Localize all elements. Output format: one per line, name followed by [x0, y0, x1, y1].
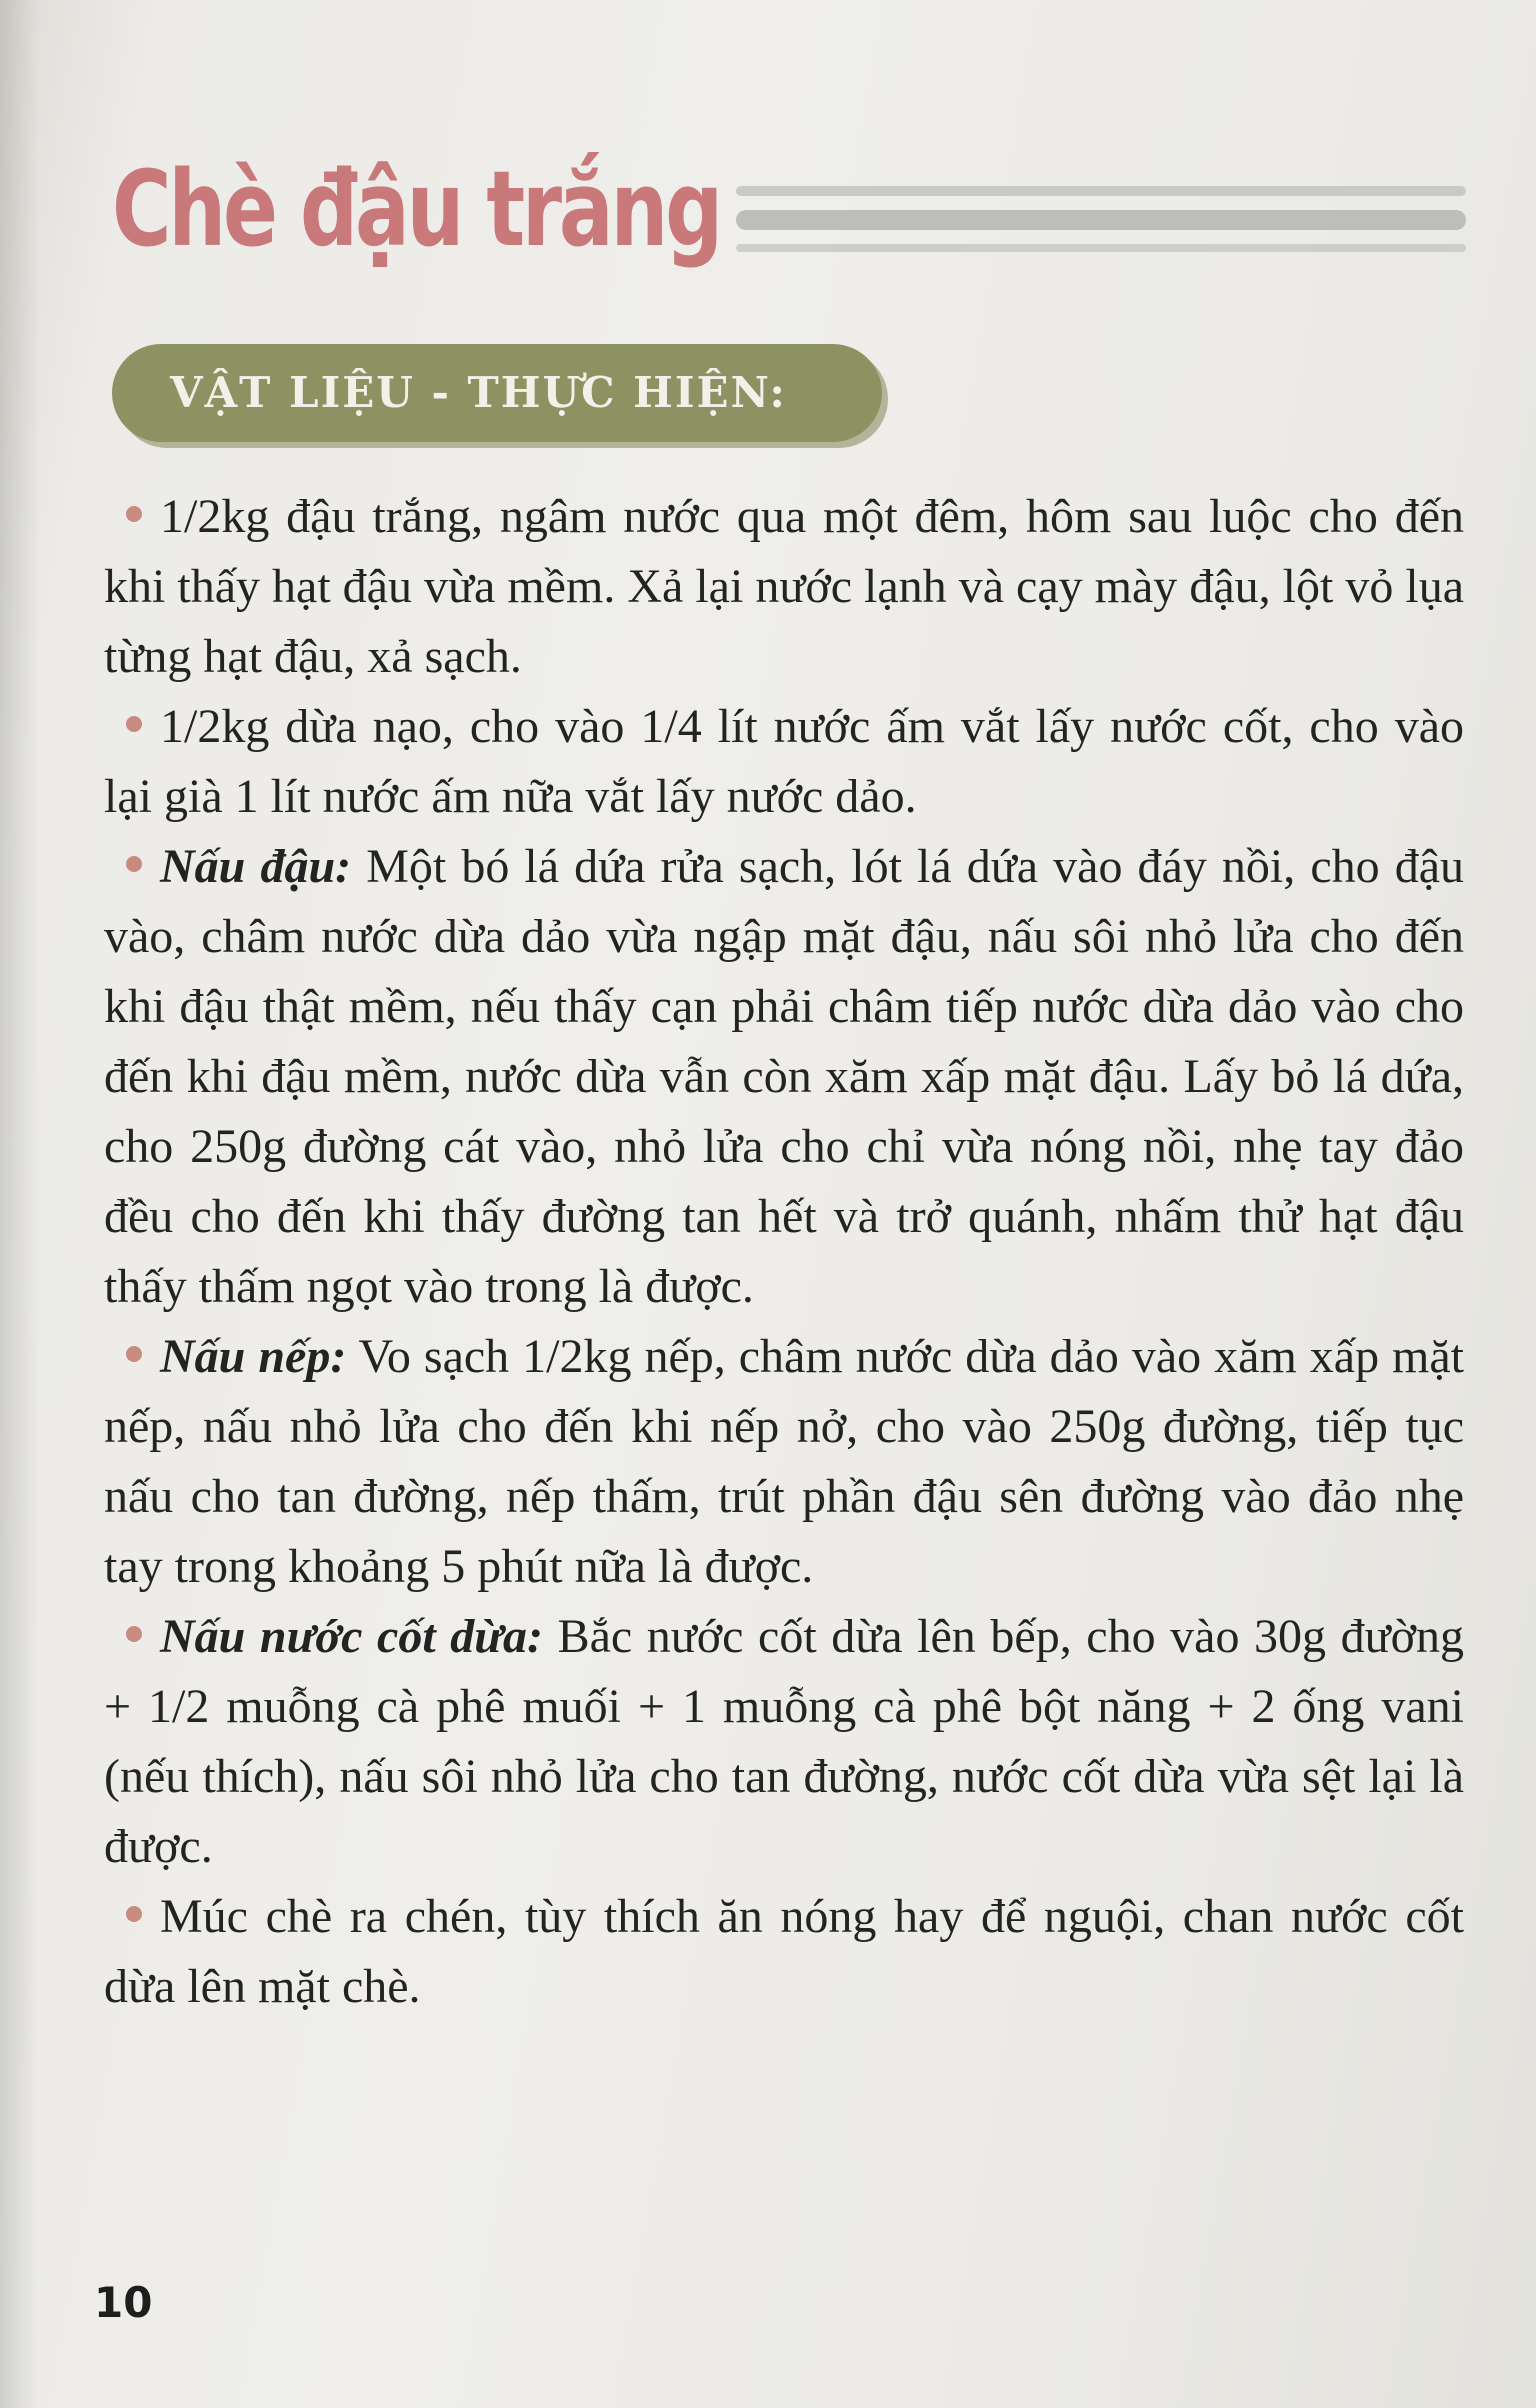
bullet-icon — [126, 716, 142, 732]
page-number: 10 — [94, 2278, 153, 2327]
recipe-step — [104, 692, 1464, 832]
recipe-step — [104, 1602, 1464, 1882]
recipe-step — [104, 1322, 1464, 1602]
step-text: Bắc nước cốt dừa lên bếp, cho vào 30g đường + 1/2 muỗng cà phê muối + 1 muỗng cà phê bột năng + 2 ống vani (nếu thích), nấu sôi nhỏ lửa cho tan đường, nước cốt dừa vừa sệt lại là được. — [104, 1610, 1465, 1873]
decoration-line — [736, 210, 1466, 230]
title-decoration-lines — [736, 186, 1466, 256]
step-text: Vo sạch 1/2kg nếp, châm nước dừa dảo vào xăm xấp mặt nếp, nấu nhỏ lửa cho đến khi nếp nở, cho vào 250g đường, tiếp tục nấu cho tan đường, nếp thấm, trút phần đậu sên đường vào đảo nhẹ tay trong khoảng 5 phút nữa là được. — [104, 1330, 1465, 1593]
step-label: Nấu nước cốt dừa: — [160, 1610, 543, 1663]
recipe-step — [104, 1882, 1464, 2022]
section-heading: VẬT LIỆU - THỰC HIỆN: — [170, 368, 787, 417]
bullet-icon — [126, 856, 142, 872]
bullet-icon — [126, 1626, 142, 1642]
step-label: Nấu đậu: — [160, 840, 352, 893]
page-title: Chè đậu trắng — [112, 148, 721, 270]
spine-shadow — [0, 0, 40, 2408]
recipe-body — [104, 482, 1464, 2022]
step-text: 1/2kg dừa nạo, cho vào 1/4 lít nước ấm vắt lấy nước cốt, cho vào lại già 1 lít nước ấm nữa vắt lấy nước dảo. — [104, 700, 1464, 823]
step-text: Một bó lá dứa rửa sạch, lót lá dứa vào đáy nồi, cho đậu vào, châm nước dừa dảo vừa ngập mặt đậu, nấu sôi nhỏ lửa cho đến khi đậu thật mềm, nếu thấy cạn phải châm tiếp nước dừa dảo vào cho đến khi đậu mềm, nước dừa vẫn còn xăm xấp mặt đậu. Lấy bỏ lá dứa, cho 250g đường cát vào, nhỏ lửa cho chỉ vừa nóng nồi, nhẹ tay đảo đều cho đến khi thấy đường tan hết và trở quánh, nhấm thử hạt đậu thấy thấm ngọt vào trong là được. — [104, 840, 1465, 1313]
bullet-icon — [126, 1906, 142, 1922]
decoration-line — [736, 186, 1466, 196]
section-heading-pill — [112, 344, 882, 442]
recipe-step — [104, 482, 1464, 692]
step-text: 1/2kg đậu trắng, ngâm nước qua một đêm, hôm sau luộc cho đến khi thấy hạt đậu vừa mềm. Xả lại nước lạnh và cạy mày đậu, lột vỏ lụa từng hạt đậu, xả sạch. — [104, 490, 1464, 683]
recipe-step — [104, 832, 1464, 1322]
bullet-icon — [126, 1346, 142, 1362]
decoration-line — [736, 244, 1466, 252]
step-label: Nấu nếp: — [160, 1330, 347, 1383]
step-text: Múc chè ra chén, tùy thích ăn nóng hay để nguội, chan nước cốt dừa lên mặt chè. — [104, 1890, 1464, 2013]
bullet-icon — [126, 506, 142, 522]
